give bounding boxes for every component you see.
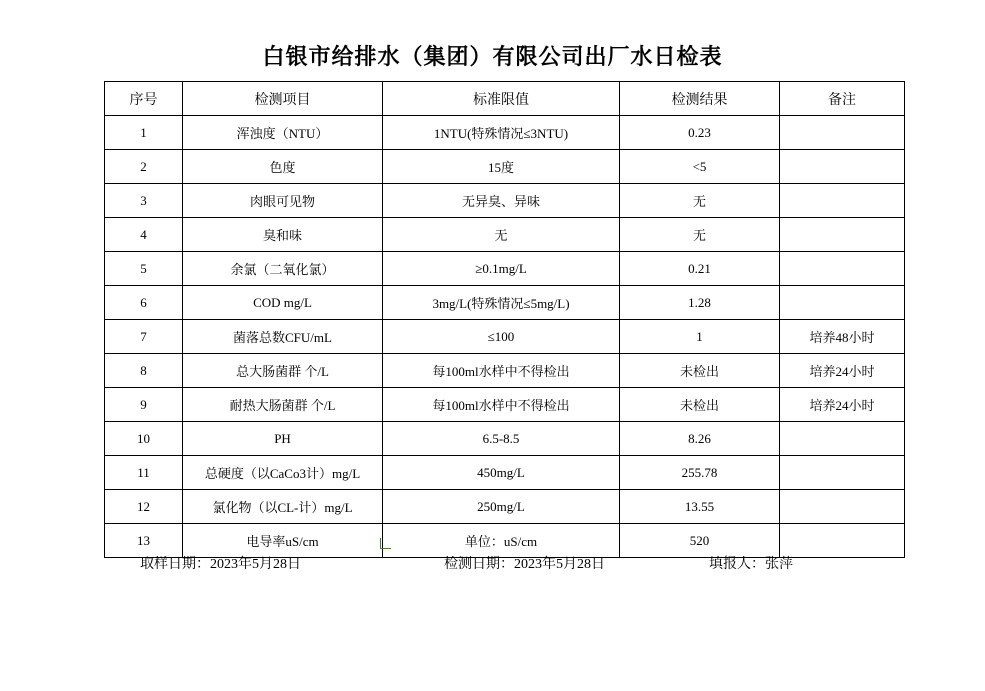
cell-limit: ≤100 bbox=[383, 320, 620, 354]
table-row bbox=[105, 184, 905, 218]
page-title: 白银市给排水（集团）有限公司出厂水日检表 bbox=[262, 44, 723, 69]
cell-no: 6 bbox=[105, 286, 183, 320]
cell-note bbox=[780, 456, 905, 490]
cell-result: 0.21 bbox=[620, 252, 780, 286]
cell-result: 520 bbox=[620, 524, 780, 558]
column-header-item: 检测项目 bbox=[183, 82, 383, 116]
cell-result: 1.28 bbox=[620, 286, 780, 320]
cell-item: 肉眼可见物 bbox=[183, 184, 383, 218]
cell-limit: 每100ml水样中不得检出 bbox=[383, 388, 620, 422]
cell-item: 色度 bbox=[183, 150, 383, 184]
test-date-label: 检测日期：2023年5月28日 bbox=[444, 557, 605, 572]
cell-result: 0.23 bbox=[620, 116, 780, 150]
cell-item: 臭和味 bbox=[183, 218, 383, 252]
cell-result: 无 bbox=[620, 184, 780, 218]
cell-limit: 15度 bbox=[383, 150, 620, 184]
cell-result: 未检出 bbox=[620, 354, 780, 388]
report-footer bbox=[104, 549, 904, 579]
table-row bbox=[105, 456, 905, 490]
column-header-result: 检测结果 bbox=[620, 82, 780, 116]
cell-item: 总大肠菌群 个/L bbox=[183, 354, 383, 388]
cell-no: 5 bbox=[105, 252, 183, 286]
cell-no: 8 bbox=[105, 354, 183, 388]
cell-no: 13 bbox=[105, 524, 183, 558]
cell-note: 培养24小时 bbox=[780, 354, 905, 388]
table-row bbox=[105, 218, 905, 252]
cell-note: 培养24小时 bbox=[780, 388, 905, 422]
cell-result: 13.55 bbox=[620, 490, 780, 524]
cell-note bbox=[780, 252, 905, 286]
cell-no: 1 bbox=[105, 116, 183, 150]
cell-no: 11 bbox=[105, 456, 183, 490]
water-quality-table bbox=[104, 81, 905, 558]
cell-no: 2 bbox=[105, 150, 183, 184]
cell-no: 7 bbox=[105, 320, 183, 354]
table-header-row bbox=[105, 82, 905, 116]
cell-limit: 1NTU(特殊情况≤3NTU) bbox=[383, 116, 620, 150]
cell-item: PH bbox=[183, 422, 383, 456]
cell-result: 255.78 bbox=[620, 456, 780, 490]
filler-name-label: 填报人：张萍 bbox=[709, 557, 793, 572]
table-row bbox=[105, 252, 905, 286]
table-row bbox=[105, 354, 905, 388]
table-header bbox=[105, 82, 905, 116]
cell-no: 10 bbox=[105, 422, 183, 456]
table-row bbox=[105, 388, 905, 422]
cell-item: 耐热大肠菌群 个/L bbox=[183, 388, 383, 422]
cell-limit: 无 bbox=[383, 218, 620, 252]
cell-result: <5 bbox=[620, 150, 780, 184]
cell-result: 无 bbox=[620, 218, 780, 252]
cell-limit: 无异臭、异味 bbox=[383, 184, 620, 218]
cell-note bbox=[780, 218, 905, 252]
table-row bbox=[105, 150, 905, 184]
table-body bbox=[105, 116, 905, 558]
cell-item: 菌落总数CFU/mL bbox=[183, 320, 383, 354]
cell-limit: 250mg/L bbox=[383, 490, 620, 524]
column-header-no: 序号 bbox=[105, 82, 183, 116]
cell-note bbox=[780, 116, 905, 150]
cell-note: 培养48小时 bbox=[780, 320, 905, 354]
table-row bbox=[105, 286, 905, 320]
cell-item: 余氯（二氧化氯） bbox=[183, 252, 383, 286]
cell-limit: 单位：uS/cm bbox=[383, 524, 620, 558]
cell-result: 未检出 bbox=[620, 388, 780, 422]
cell-no: 9 bbox=[105, 388, 183, 422]
cell-limit: 6.5-8.5 bbox=[383, 422, 620, 456]
cell-no: 4 bbox=[105, 218, 183, 252]
cell-item: 总硬度（以CaCo3计）mg/L bbox=[183, 456, 383, 490]
cell-limit: 450mg/L bbox=[383, 456, 620, 490]
sample-date-label: 取样日期：2023年5月28日 bbox=[140, 557, 301, 572]
table-row bbox=[105, 116, 905, 150]
crop-corner-marker bbox=[380, 538, 391, 549]
table-row bbox=[105, 422, 905, 456]
cell-note bbox=[780, 184, 905, 218]
cell-no: 3 bbox=[105, 184, 183, 218]
column-header-note: 备注 bbox=[780, 82, 905, 116]
cell-item: 浑浊度（NTU） bbox=[183, 116, 383, 150]
cell-note bbox=[780, 422, 905, 456]
cell-note bbox=[780, 150, 905, 184]
cell-note bbox=[780, 286, 905, 320]
cell-result: 8.26 bbox=[620, 422, 780, 456]
cell-limit: ≥0.1mg/L bbox=[383, 252, 620, 286]
cell-item: COD mg/L bbox=[183, 286, 383, 320]
cell-note bbox=[780, 490, 905, 524]
table-row bbox=[105, 320, 905, 354]
cell-item: 电导率uS/cm bbox=[183, 524, 383, 558]
cell-item: 氯化物（以CL-计）mg/L bbox=[183, 490, 383, 524]
cell-limit: 每100ml水样中不得检出 bbox=[383, 354, 620, 388]
table-row bbox=[105, 490, 905, 524]
cell-result: 1 bbox=[620, 320, 780, 354]
cell-no: 12 bbox=[105, 490, 183, 524]
column-header-limit: 标准限值 bbox=[383, 82, 620, 116]
cell-limit: 3mg/L(特殊情况≤5mg/L) bbox=[383, 286, 620, 320]
